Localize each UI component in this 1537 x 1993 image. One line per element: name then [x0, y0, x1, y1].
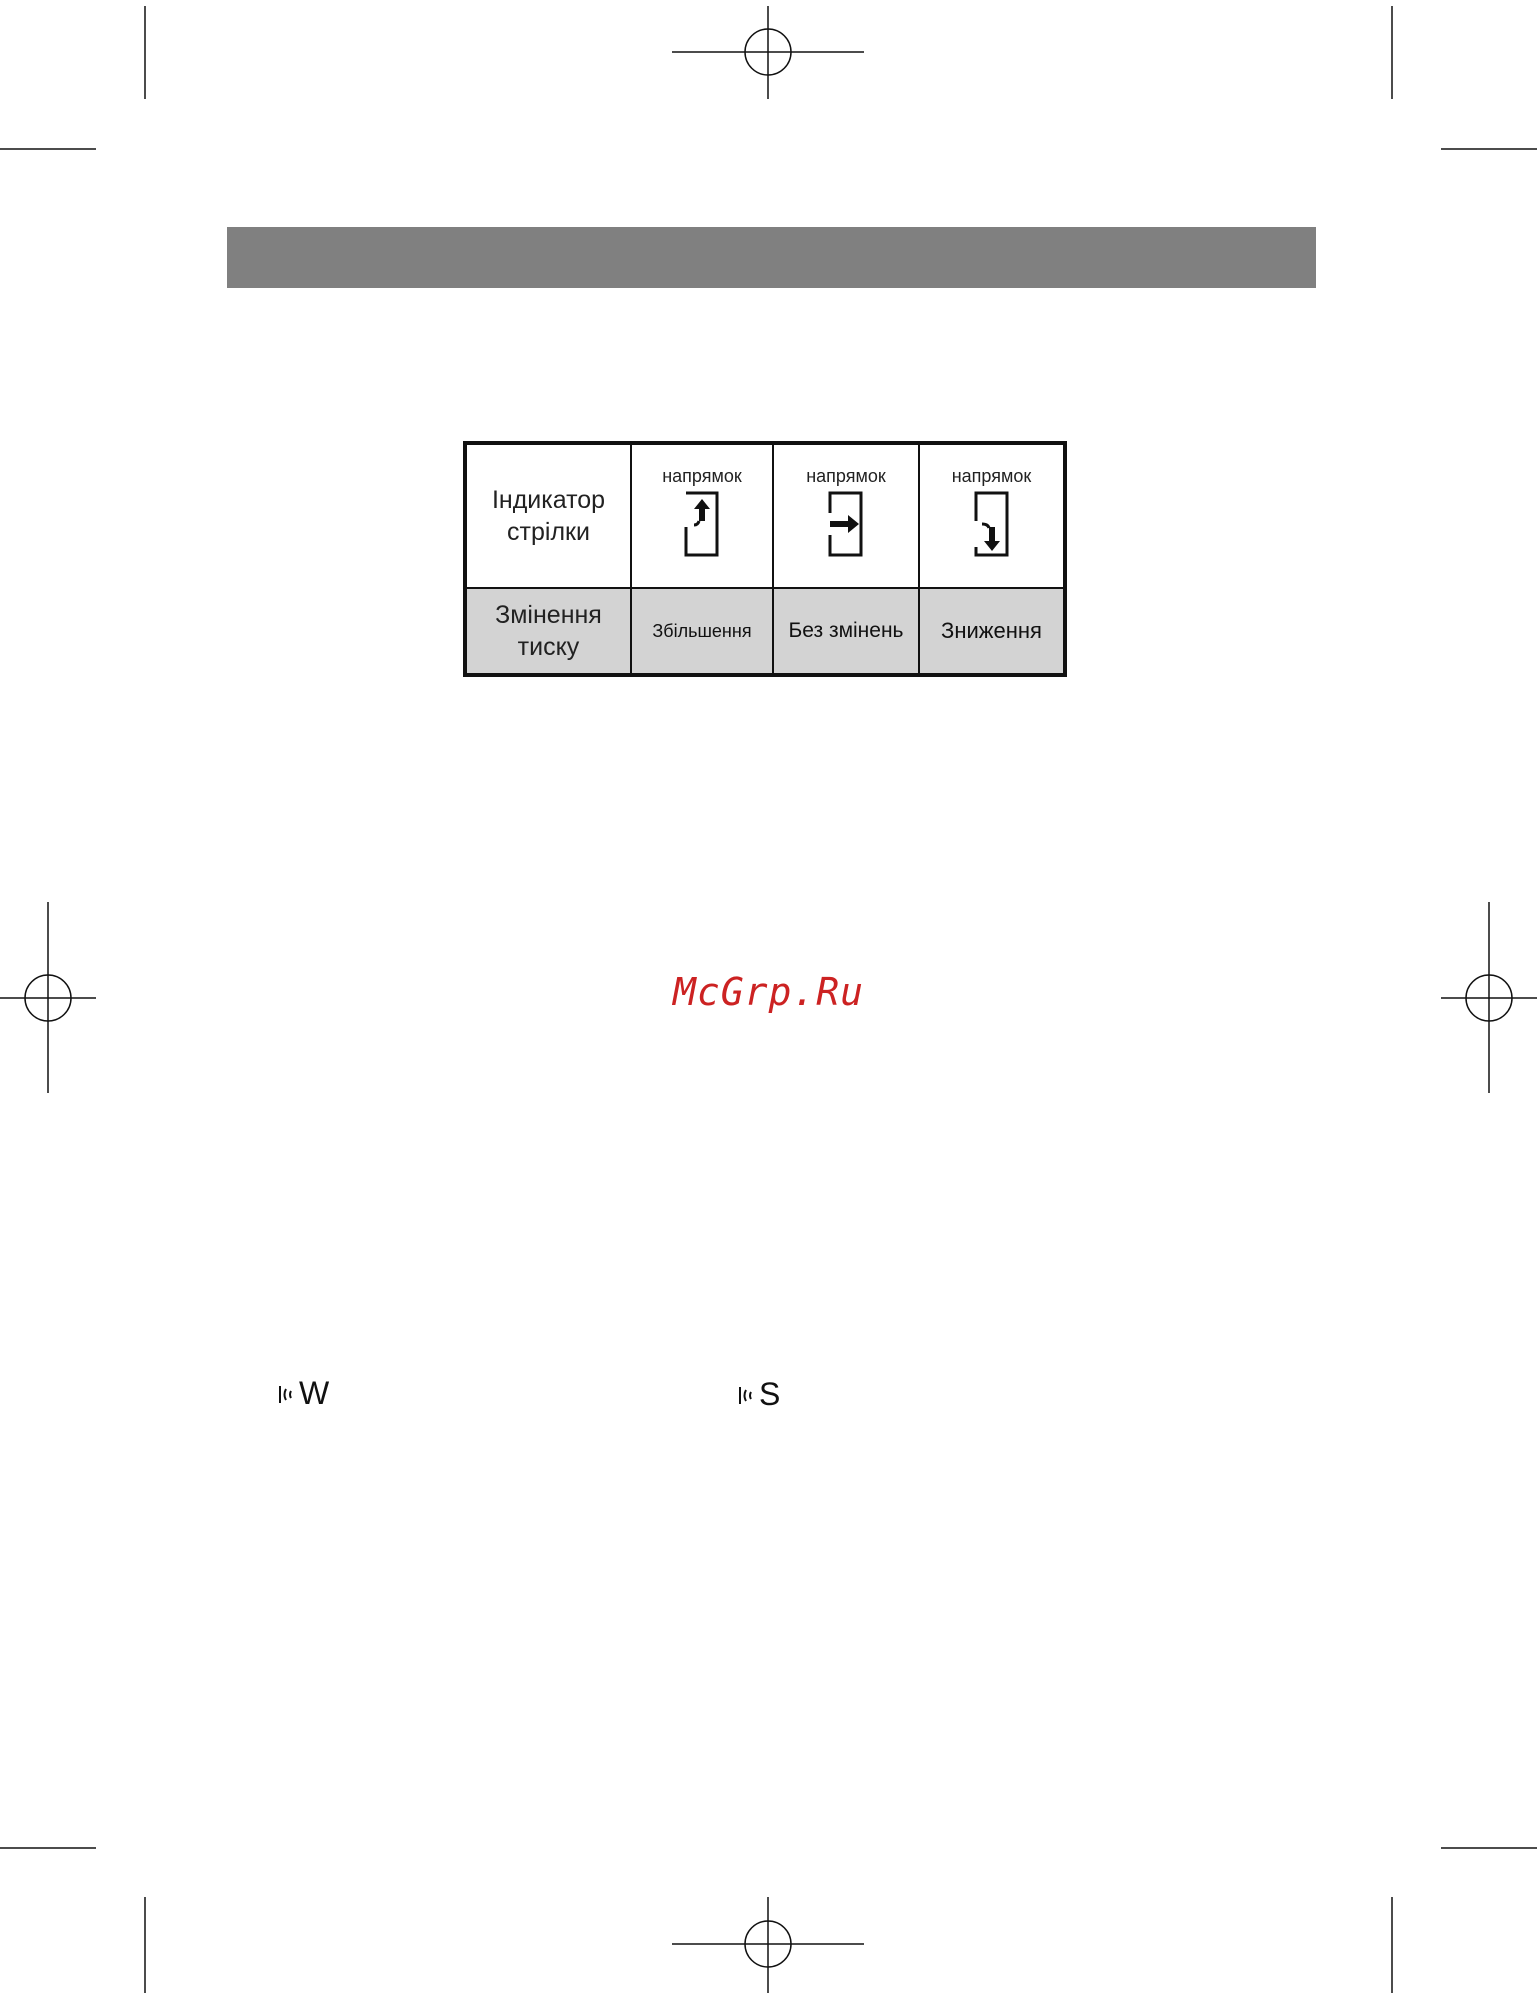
- registration-target-top: [672, 6, 864, 99]
- arrow-down-icon: [920, 491, 1063, 557]
- direction-label: напрямок: [806, 465, 886, 486]
- sensor-symbol-s: [737, 1376, 780, 1413]
- row-header-indicator: [465, 443, 631, 588]
- change-cell-increase: [631, 588, 773, 675]
- row-header-pressure: [465, 588, 631, 675]
- sensor-label: S: [759, 1376, 781, 1412]
- signal-icon: [737, 1382, 759, 1408]
- row-label-pressure: [467, 599, 630, 663]
- signal-icon: [277, 1381, 299, 1407]
- row-label-indicator: [467, 484, 630, 548]
- watermark: McGrp.Ru: [672, 970, 865, 1014]
- change-cell-decrease: [919, 588, 1065, 675]
- change-value: Збільшення: [652, 620, 752, 641]
- direction-cell-up: [631, 443, 773, 588]
- pressure-trend-table: [463, 441, 1067, 677]
- row-label-line: стрілки: [507, 518, 590, 546]
- change-value: Без змінень: [788, 619, 904, 642]
- sensor-symbol-w: [277, 1375, 329, 1412]
- row-label-line: Індикатор: [491, 486, 606, 514]
- registration-target-bottom: [672, 1897, 864, 1993]
- row-label-line: тиску: [517, 633, 580, 661]
- direction-label: напрямок: [951, 465, 1032, 486]
- direction-cell-down: [919, 443, 1065, 588]
- arrow-right-icon: [774, 491, 918, 557]
- arrow-up-icon: [632, 491, 772, 557]
- table-row-indicator: [465, 443, 1065, 588]
- change-cell-nochange: [773, 588, 919, 675]
- table-row-pressure: [465, 588, 1065, 675]
- row-label-line: Змінення: [495, 601, 602, 629]
- change-value: Зниження: [941, 618, 1042, 643]
- direction-cell-right: [773, 443, 919, 588]
- section-header-bar: [227, 227, 1316, 288]
- direction-label: напрямок: [662, 465, 742, 486]
- sensor-label: W: [299, 1375, 330, 1411]
